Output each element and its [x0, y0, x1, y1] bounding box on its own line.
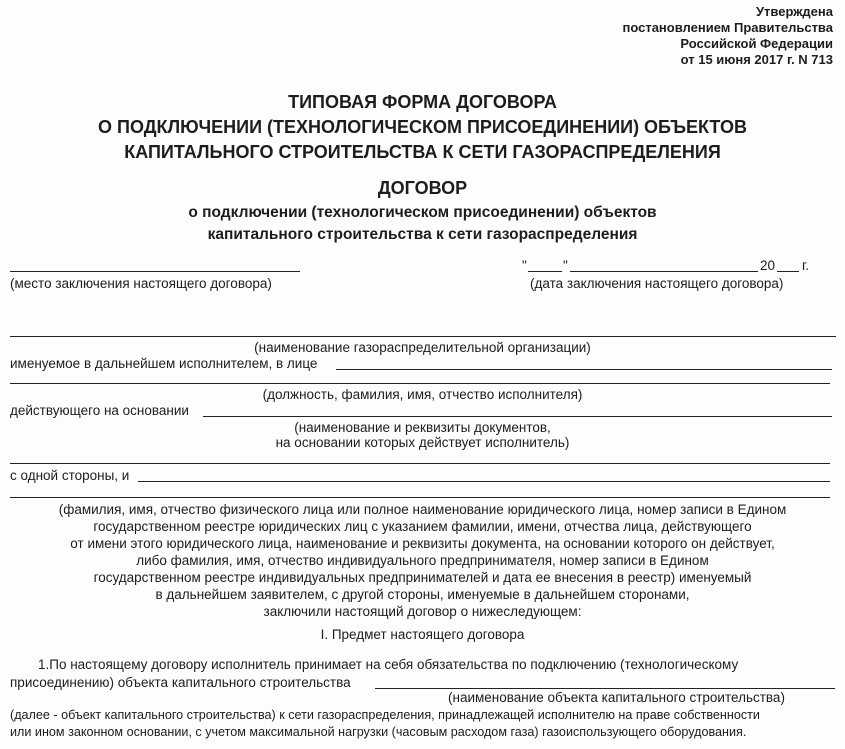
quote-close: "	[563, 258, 568, 273]
applicant-line: заключили настоящий договор о нижеследующем:	[263, 604, 582, 619]
executor-field-cont[interactable]	[10, 383, 830, 384]
contract-subtitle	[0, 202, 845, 246]
org-name-field[interactable]	[10, 336, 836, 337]
docs-caption: (наименование и реквизиты документов,	[294, 420, 551, 435]
contract-subtitle-line: капитального строительства к сети газораспределения	[207, 226, 638, 243]
day-field[interactable]	[528, 271, 562, 272]
object-name-field[interactable]	[375, 688, 835, 689]
year-field[interactable]	[777, 271, 799, 272]
applicant-line: в дальнейшем заявителем, с другой стороны, именуемые в дальнейшем сторонами,	[155, 587, 690, 602]
docs-caption: на основании которых действует исполнитель)	[275, 435, 570, 450]
approval-line: от 15 июня 2017 г. N 713	[680, 52, 833, 67]
applicant-line: от имени этого юридического лица, наименование и реквизиты документа, на основании которого он действует,	[70, 536, 775, 551]
org-caption: (наименование газораспределительной организации)	[254, 340, 591, 355]
position-caption: (должность, фамилия, имя, отчество исполнителя)	[262, 387, 583, 402]
applicant-line: государственном реестре индивидуальных предпринимателей и дата ее внесения в реестр) именуемый	[93, 570, 752, 585]
basis-label: действующего на основании	[10, 403, 189, 418]
applicant-line: (фамилия, имя, отчество физического лица или полное наименование юридического лица, номер записи в Едином	[58, 502, 787, 517]
paragraph-1-line: (далее - объект капитального строительства) к сети газораспределения, принадлежащей исполнителю на праве собственности	[10, 708, 760, 722]
paragraph-1-line: 1.По настоящему договору исполнитель принимает на себя обязательства по подключению (технологическому	[38, 657, 739, 672]
one-side-label: с одной стороны, и	[10, 468, 130, 483]
applicant-line: государственном реестре юридических лиц с указанием фамилии, имени, отчества лица, действующего	[93, 519, 752, 534]
executor-field[interactable]	[336, 369, 832, 370]
contract-subtitle-line: о подключении (технологическом присоединении) объектов	[188, 204, 657, 221]
form-title-line: КАПИТАЛЬНОГО СТРОИТЕЛЬСТВА К СЕТИ ГАЗОРАСПРЕДЕЛЕНИЯ	[124, 142, 721, 162]
approval-block	[622, 4, 833, 68]
date-caption: (дата заключения настоящего договора)	[530, 276, 784, 291]
place-caption: (место заключения настоящего договора)	[10, 276, 272, 291]
year-prefix: 20	[760, 258, 776, 273]
approval-line: постановлением Правительства	[622, 20, 833, 35]
applicant-field-cont[interactable]	[10, 497, 830, 498]
approval-line: Российской Федерации	[680, 36, 833, 51]
quote-open: "	[522, 258, 527, 273]
place-field[interactable]	[10, 271, 300, 272]
form-title-line: ТИПОВАЯ ФОРМА ДОГОВОРА	[288, 92, 557, 112]
basis-field-cont[interactable]	[10, 463, 830, 464]
contract-title: ДОГОВОР	[377, 178, 468, 198]
applicant-field[interactable]	[138, 481, 830, 482]
executor-label: именуемое в дальнейшем исполнителем, в лице	[10, 356, 318, 371]
year-suffix: г.	[802, 258, 810, 273]
approval-line: Утверждена	[755, 4, 833, 19]
applicant-description	[0, 501, 845, 620]
form-title-line: О ПОДКЛЮЧЕНИИ (ТЕХНОЛОГИЧЕСКОМ ПРИСОЕДИНЕНИИ) ОБЪЕКТОВ	[98, 117, 747, 137]
basis-field[interactable]	[203, 416, 832, 417]
paragraph-1-line: присоединению) объекта капитального строительства	[10, 675, 351, 690]
object-caption: (наименование объекта капитального строительства)	[448, 690, 785, 705]
form-title	[0, 90, 845, 165]
paragraph-1-line: или ином законном основании, с учетом максимальной нагрузки (часовым расходом газа) газоиспользующего оборудования.	[10, 725, 747, 739]
section-heading: I. Предмет настоящего договора	[320, 627, 525, 642]
applicant-line: либо фамилия, имя, отчество индивидуального предпринимателя, номер записи в Едином	[136, 553, 709, 568]
month-field[interactable]	[570, 271, 758, 272]
